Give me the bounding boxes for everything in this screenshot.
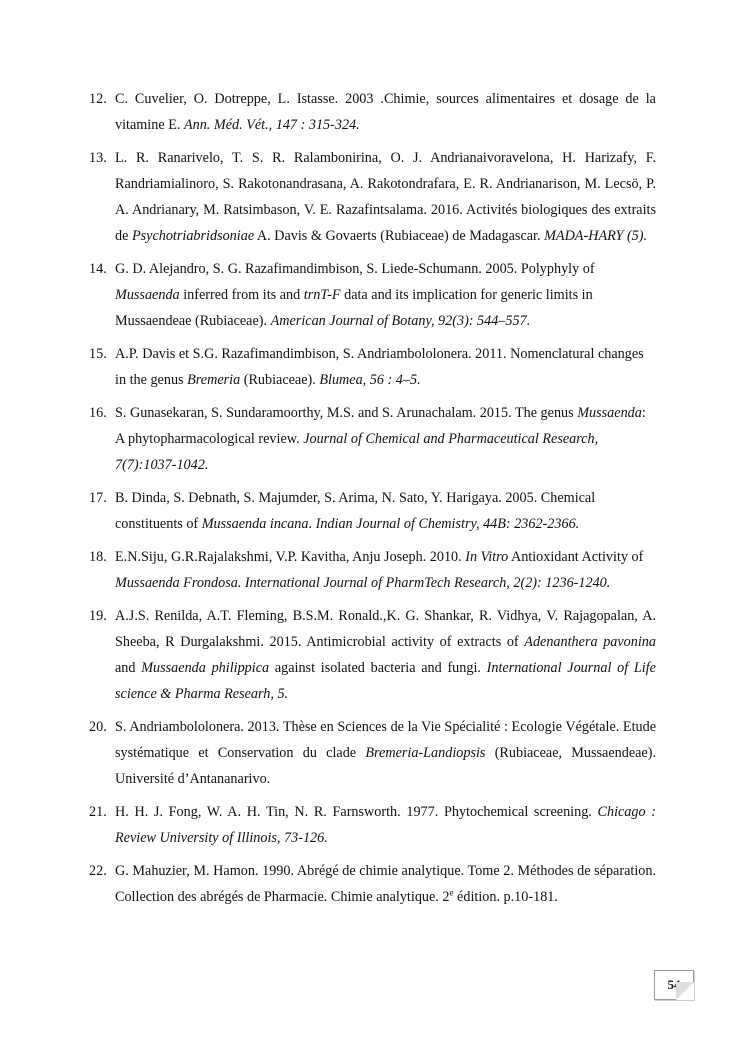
reference-number: 15. bbox=[89, 346, 107, 362]
reference-text bbox=[115, 485, 656, 537]
reference-text bbox=[115, 400, 656, 478]
reference-number: 21. bbox=[89, 804, 107, 820]
reference-number: 19. bbox=[89, 608, 107, 624]
ref-segment: G. Mahuzier, M. Hamon. 1990. Abrégé de chimie analytique. Tome 2. Méthodes de séparation. Collection des abrégés de Pharmacie. Chimie analytique. 2 bbox=[115, 863, 656, 905]
ref-segment-italic: Bremeria bbox=[187, 372, 241, 388]
ref-segment: L. R. Ranarivelo, T. S. R. Ralambonirina, O. J. Andrianaivoravelona, H. Harizafy, F. Randriamialinoro, S. Rakotonandrasana, A. Rakotondrafara, E. R. Andrianarison, M. Lecsö, P. A. Andrianary, M. Ratsimbason, V. E. Razafintsalama. 2016. Activités biologiques des extraits de bbox=[115, 150, 656, 244]
ref-segment: A.P. Davis et S.G. Razafimandimbison, S. Andriambololonera. 2011. Nomenclatural changes in the genus bbox=[115, 346, 644, 388]
ref-segment-italic: Ann. Méd. Vét., 147 : 315-324. bbox=[183, 117, 360, 133]
ref-segment-italic: In Vitro bbox=[465, 549, 509, 565]
reference-number: 14. bbox=[89, 261, 107, 277]
reference-text bbox=[115, 145, 656, 249]
ref-segment-italic: Mussaenda Frondosa. International Journal of PharmTech Research, 2(2): 1236-1240. bbox=[115, 575, 611, 591]
page-number-box bbox=[654, 970, 694, 1000]
reference-item bbox=[89, 341, 656, 393]
reference-number: 20. bbox=[89, 719, 107, 735]
ref-segment: (Rubiaceae). bbox=[240, 372, 320, 388]
ref-segment: E.N.Siju, G.R.Rajalakshmi, V.P. Kavitha, Anju Joseph. 2010. bbox=[115, 549, 466, 565]
reference-number: 13. bbox=[89, 150, 107, 166]
reference-item bbox=[89, 799, 656, 851]
ref-segment-italic: Mussaenda bbox=[115, 287, 180, 303]
ref-segment: G. D. Alejandro, S. G. Razafimandimbison, S. Liede-Schumann. 2005. Polyphyly of bbox=[115, 261, 595, 277]
ref-segment-italic: Mussaenda incana bbox=[201, 516, 309, 532]
ref-segment-italic: Adenanthera pavonina bbox=[524, 634, 656, 650]
ref-segment: : A phytopharmacological review. bbox=[115, 405, 646, 447]
reference-text bbox=[115, 714, 656, 792]
page-number: 54 bbox=[667, 977, 681, 992]
ref-segment-italic: Mussaenda philippica bbox=[141, 660, 270, 676]
reference-item bbox=[89, 86, 656, 138]
reference-text bbox=[115, 603, 656, 707]
reference-text bbox=[115, 799, 656, 851]
reference-item bbox=[89, 714, 656, 792]
ref-segment: A.J.S. Renilda, A.T. Fleming, B.S.M. Ronald.,K. G. Shankar, R. Vidhya, V. Rajagopalan, A. Sheeba, R Durgalakshmi. 2015. Antimicrobial activity of extracts of bbox=[115, 608, 656, 650]
reference-text bbox=[115, 341, 656, 393]
reference-list bbox=[89, 86, 656, 917]
ref-segment: C. Cuvelier, O. Dotreppe, L. Istasse. 2003 .Chimie, sources alimentaires et dosage de la vitamine E. bbox=[115, 91, 656, 133]
ref-segment: A. Davis & Govaerts (Rubiaceae) de Madagascar. bbox=[254, 228, 545, 244]
ref-segment: data and its implication for generic limits in Mussaendeae (Rubiaceae). bbox=[115, 287, 593, 329]
ref-segment: (Rubiaceae, Mussaendeae). Université d’Antananarivo. bbox=[115, 745, 656, 787]
ref-segment-italic: Psychotriabridsoniae bbox=[131, 228, 255, 244]
ref-segment: S. Andriambololonera. 2013. Thèse en Sciences de la Vie Spécialité : Ecologie Végétale. Etude systématique et Conservation du clade bbox=[115, 719, 656, 761]
ref-segment-italic: Blumea, 56 : 4–5. bbox=[319, 372, 421, 388]
reference-number: 16. bbox=[89, 405, 107, 421]
ref-segment: B. Dinda, S. Debnath, S. Majumder, S. Arima, N. Sato, Y. Harigaya. 2005. Chemical constituents of bbox=[115, 490, 596, 532]
ref-segment: Antioxidant Activity of bbox=[508, 549, 644, 565]
reference-item bbox=[89, 858, 656, 910]
ref-segment-italic: Chicago : Review University of Illinois, 73-126. bbox=[115, 804, 656, 846]
ref-segment-italic: American Journal of Botany, 92(3): 544–557. bbox=[270, 313, 531, 329]
reference-text bbox=[115, 544, 656, 596]
reference-number: 12. bbox=[89, 91, 107, 107]
ref-segment-italic: Indian Journal of Chemistry, 44B: 2362-2366. bbox=[315, 516, 580, 532]
reference-item bbox=[89, 256, 656, 334]
ref-segment: against isolated bacteria and fungi. bbox=[269, 660, 487, 676]
ref-segment-italic: Mussaenda bbox=[577, 405, 642, 421]
reference-item bbox=[89, 145, 656, 249]
ref-segment: and bbox=[115, 660, 142, 676]
reference-item bbox=[89, 603, 656, 707]
ref-segment: inferred from its and bbox=[179, 287, 304, 303]
ref-segment-italic: MADA-HARY (5). bbox=[544, 228, 648, 244]
ref-segment: édition. p.10-181. bbox=[453, 889, 558, 905]
reference-item bbox=[89, 400, 656, 478]
reference-item bbox=[89, 544, 656, 596]
reference-number: 18. bbox=[89, 549, 107, 565]
reference-item bbox=[89, 485, 656, 537]
reference-text bbox=[115, 256, 656, 334]
ref-segment-italic: International Journal of Life science & Pharma Researh, 5. bbox=[115, 660, 656, 702]
ref-segment: S. Gunasekaran, S. Sundaramoorthy, M.S. and S. Arunachalam. 2015. The genus bbox=[115, 405, 578, 421]
ref-segment: H. H. J. Fong, W. A. H. Tin, N. R. Farnsworth. 1977. Phytochemical screening. bbox=[115, 804, 598, 820]
reference-text bbox=[115, 858, 656, 910]
ref-segment-italic: Journal of Chemical and Pharmaceutical Research, 7(7):1037-1042. bbox=[115, 431, 599, 473]
reference-text bbox=[115, 86, 656, 138]
ref-segment-italic: trnT-F bbox=[303, 287, 341, 303]
ref-superscript: e bbox=[449, 887, 454, 898]
page-corner-fold bbox=[676, 982, 694, 1000]
reference-number: 17. bbox=[89, 490, 107, 506]
ref-segment: . bbox=[308, 516, 316, 532]
ref-segment-italic: Bremeria-Landiopsis bbox=[365, 745, 486, 761]
reference-number: 22. bbox=[89, 863, 107, 879]
